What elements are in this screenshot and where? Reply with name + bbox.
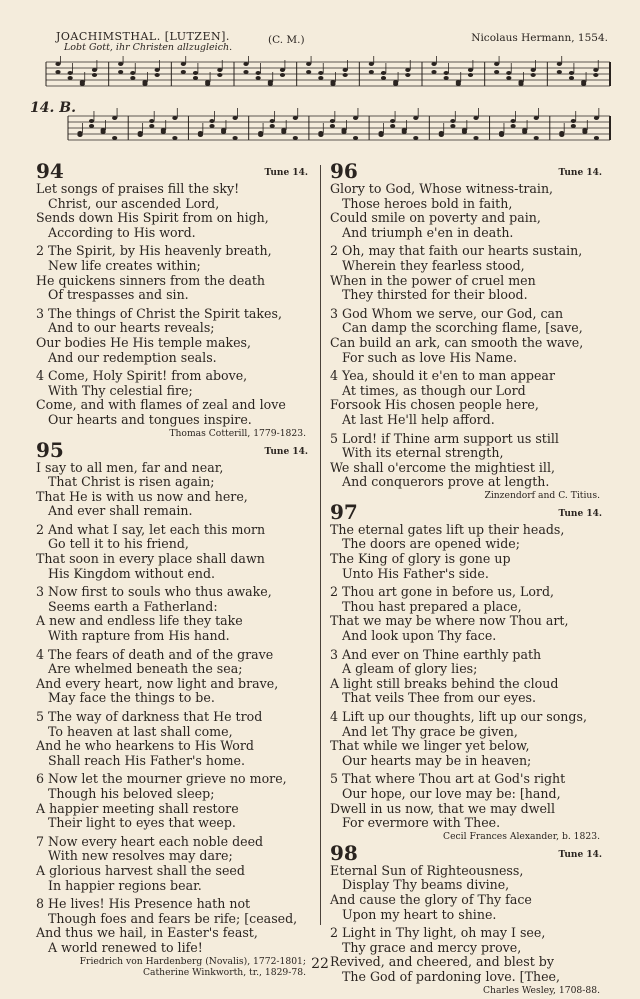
note-head [217, 68, 222, 72]
verse-line: At times, as though our Lord [342, 382, 526, 398]
hymn-98 [330, 842, 606, 996]
hymn-tune-reference: Tune 14. [558, 849, 602, 860]
verse-line: Could smile on poverty and pain, [330, 210, 541, 226]
note-head [280, 73, 285, 77]
stanza [36, 897, 312, 955]
verse-line: That veils Thee from our eyes. [342, 690, 537, 706]
verse-line: That soon in every place shall dawn [36, 551, 265, 567]
verse-line: That He is with us now and here, [36, 488, 248, 504]
author-credit: Cecil Frances Alexander, b. 1823. [443, 830, 600, 842]
verse-line: Go tell it to his friend, [48, 536, 189, 552]
note-head [511, 124, 516, 128]
verse-line: 2 The Spirit, by His heavenly breath, [36, 243, 272, 259]
stanza [36, 307, 312, 365]
note-head [522, 130, 527, 134]
note-head [233, 116, 238, 120]
verse-line: Christ, our ascended Lord, [48, 195, 220, 211]
note-head [181, 70, 186, 74]
author-credit: Thomas Cotterill, 1779-1823. [169, 427, 306, 439]
note-head [506, 76, 511, 80]
verse-line: Eternal Sun of Righteousness, [330, 862, 524, 878]
verse-line: 5 The way of darkness that He trod [36, 709, 263, 724]
verse-line: 3 The things of Christ the Spirit takes, [36, 305, 282, 321]
stanza [330, 523, 606, 581]
note-head [89, 124, 94, 128]
note-head [55, 62, 60, 66]
note-head [506, 71, 511, 75]
verse-line: 4 Come, Holy Spirit! from above, [36, 368, 248, 384]
verse-line: 4 Yea, should it e'en to man appear [330, 368, 555, 384]
verse-line: 5 Lord! if Thine arm support us still [330, 430, 559, 446]
stanza [36, 648, 312, 706]
hymn-94 [36, 160, 312, 439]
note-head [557, 62, 562, 66]
note-head [118, 70, 123, 74]
note-head [205, 82, 210, 86]
note-head [534, 116, 539, 120]
note-head [593, 73, 598, 77]
note-head [142, 82, 147, 86]
note-head [569, 71, 574, 75]
note-head [494, 70, 499, 74]
note-head [293, 116, 298, 120]
note-head [149, 124, 154, 128]
stanza [36, 772, 312, 830]
note-head [217, 73, 222, 77]
note-head [318, 71, 323, 75]
verse-line: 8 He lives! His Presence hath not [36, 896, 251, 912]
verse-line: 6 Now let the mourner grieve no more, [36, 771, 287, 787]
verse-line: A world renewed to life! [48, 939, 203, 955]
note-head [281, 130, 286, 134]
note-head [198, 133, 203, 137]
music-score [28, 56, 612, 162]
note-head [402, 130, 407, 134]
note-head [270, 119, 275, 123]
verse-line: And let Thy grace be given, [342, 723, 518, 739]
verse-line: A light still breaks behind the cloud [330, 675, 559, 691]
hymn-tune-reference: Tune 14. [264, 168, 308, 178]
note-head [353, 116, 358, 120]
note-head [330, 124, 335, 128]
verse-line: And to our hearts reveals; [48, 320, 215, 336]
stanza [330, 648, 606, 706]
verse-line: Thou hast prepared a place, [342, 598, 522, 614]
note-head [431, 62, 436, 66]
hymn-number: 97 [330, 499, 358, 524]
note-head [343, 68, 348, 72]
verse-line: With its eternal strength, [342, 445, 504, 461]
hymn-heading [330, 160, 606, 182]
verse-line: Though foes and fears be rife; [ceased, [48, 910, 298, 926]
note-head [379, 133, 384, 137]
verse-line: Glory to God, Whose witness-train, [330, 181, 554, 196]
verse-line: With new resolves may dare; [48, 848, 233, 864]
verse-line: 7 Now every heart each noble deed [36, 833, 264, 849]
verse-line: Though his beloved sleep; [48, 785, 215, 801]
note-head [68, 76, 73, 80]
note-head [413, 116, 418, 120]
note-head [473, 116, 478, 120]
note-head [80, 82, 85, 86]
verse-line: New life creates within; [48, 257, 201, 273]
verse-line: 2 Thou art gone in before us, Lord, [330, 584, 555, 600]
hymn-number: 95 [36, 437, 64, 462]
verse-line: For evermore with Thee. [342, 815, 501, 831]
system-label: 14. B. [30, 100, 76, 116]
note-head [594, 136, 599, 140]
note-head [68, 71, 73, 75]
stanza [330, 182, 606, 240]
note-head [531, 73, 536, 77]
note-head [534, 136, 539, 140]
note-head [256, 71, 261, 75]
note-head [155, 68, 160, 72]
note-head [494, 62, 499, 66]
verse-line: Can build an ark, can smooth the wave, [330, 334, 584, 350]
note-head [594, 116, 599, 120]
note-head [444, 71, 449, 75]
note-head [468, 68, 473, 72]
verse-line: Wherein they fearless stood, [342, 257, 525, 273]
note-head [439, 133, 444, 137]
verse-line: And cause the glory of Thy face [330, 891, 532, 907]
note-head [531, 68, 536, 72]
note-head [209, 124, 214, 128]
note-head [369, 62, 374, 66]
hymn-number: 94 [36, 159, 64, 183]
note-head [581, 82, 586, 86]
verse-line: That we may be where now Thou art, [330, 613, 569, 629]
verse-line: At last He'll help afford. [342, 411, 495, 427]
note-head [256, 76, 261, 80]
verse-line: And triumph e'en in death. [342, 224, 514, 240]
stanza [330, 369, 606, 427]
hymn-97 [330, 501, 606, 842]
verse-line: Shall reach His Father's home. [48, 752, 245, 768]
composer-credit: Nicolaus Hermann, 1554. [471, 32, 608, 44]
stanza [36, 523, 312, 581]
note-head [571, 119, 576, 123]
verse-line: A gleam of glory lies; [342, 661, 478, 677]
verse-line: 4 Lift up our thoughts, lift up our songs, [330, 709, 587, 724]
note-head [353, 136, 358, 140]
note-head [221, 130, 226, 134]
note-head [511, 119, 516, 123]
note-head [341, 130, 346, 134]
verse-line: The eternal gates lift up their heads, [330, 521, 565, 537]
note-head [130, 71, 135, 75]
verse-line: When in the power of cruel men [330, 272, 536, 288]
verse-line: His Kingdom without end. [48, 565, 216, 581]
note-head [431, 70, 436, 74]
hymn-95 [36, 439, 312, 978]
music-staff-image [28, 56, 612, 162]
note-head [172, 116, 177, 120]
author-credit: Charles Wesley, 1708-88. [483, 984, 600, 996]
note-head [450, 124, 455, 128]
verse-line: 3 And ever on Thine earthly path [330, 646, 542, 662]
hymn-heading [36, 160, 312, 182]
hymn-96 [330, 160, 606, 501]
note-head [161, 130, 166, 134]
verse-line: Those heroes bold in faith, [342, 195, 513, 211]
hymn-number: 96 [330, 159, 358, 183]
note-head [518, 82, 523, 86]
hymn-number: 98 [330, 840, 358, 865]
verse-line: Thy grace and mercy prove, [342, 939, 522, 955]
verse-line: Are whelmed beneath the sea; [48, 661, 243, 677]
verse-line: A glorious harvest shall the seed [36, 862, 245, 878]
hymn-heading [36, 439, 312, 461]
note-head [258, 133, 263, 137]
note-head [92, 73, 97, 77]
verse-line: 3 God Whom we serve, our God, can [330, 305, 564, 321]
verse-line: 3 Now first to souls who thus awake, [36, 584, 272, 600]
note-head [473, 136, 478, 140]
hymn-heading [330, 501, 606, 523]
note-head [462, 130, 467, 134]
note-head [268, 82, 273, 86]
note-head [593, 68, 598, 72]
note-head [318, 76, 323, 80]
verse-line: 5 That where Thou art at God's right [330, 771, 566, 787]
verse-line: Our hope, our love may be: [hand, [342, 785, 561, 801]
note-head [138, 133, 143, 137]
note-head [306, 70, 311, 74]
stanza [36, 369, 312, 427]
note-head [559, 133, 564, 137]
note-head [209, 119, 214, 123]
note-head [390, 124, 395, 128]
stanza [330, 772, 606, 830]
verse-line: Display Thy beams divine, [342, 877, 510, 893]
verse-line: That Christ is risen again; [48, 474, 215, 490]
hymn-tune-reference: Tune 14. [264, 446, 308, 457]
verse-line: 2 Oh, may that faith our hearts sustain, [330, 243, 583, 259]
tune-meter: (C. M.) [268, 34, 305, 46]
verse-line: Our hearts and tongues inspire. [48, 411, 252, 427]
verse-line: And every heart, now light and brave, [36, 675, 279, 691]
note-head [405, 68, 410, 72]
verse-line: And look upon Thy face. [342, 628, 497, 644]
verse-line: The doors are opened wide; [342, 536, 520, 552]
note-head [193, 71, 198, 75]
stanza [330, 307, 606, 365]
note-head [149, 119, 154, 123]
note-head [306, 62, 311, 66]
page-header [28, 30, 608, 52]
note-head [130, 76, 135, 80]
note-head [270, 124, 275, 128]
verse-line: 2 And what I say, let each this morn [36, 521, 266, 537]
note-head [112, 116, 117, 120]
verse-line: Their light to eyes that weep. [48, 815, 236, 831]
stanza [36, 710, 312, 768]
stanza [36, 182, 312, 240]
stanza [36, 461, 312, 519]
verse-line: Revived, and cheered, and blest by [330, 954, 554, 970]
verse-line: I say to all men, far and near, [36, 459, 224, 475]
note-head [172, 136, 177, 140]
note-head [181, 62, 186, 66]
stanza [36, 244, 312, 302]
verse-line: Unto His Father's side. [342, 565, 489, 581]
stanza [36, 835, 312, 893]
verse-line: A happier meeting shall restore [36, 800, 239, 816]
verse-line: Can damp the scorching flame, [save, [342, 320, 583, 336]
tune-subtitle: Lobt Gott, ihr Christen allzugleich. [64, 42, 233, 53]
author-credit: Friedrich von Hardenberg (Novalis), 1772-1801; [79, 955, 306, 967]
page-number: 22 [311, 956, 329, 972]
verse-line: And he who hearkens to His Word [36, 738, 254, 754]
stanza [330, 244, 606, 302]
stanza [330, 710, 606, 768]
note-head [330, 119, 335, 123]
verse-line: For such as love His Name. [342, 349, 517, 365]
note-head [118, 62, 123, 66]
verse-line: Dwell in us now, that we may dwell [330, 800, 555, 816]
note-head [112, 136, 117, 140]
note-head [89, 119, 94, 123]
note-head [413, 136, 418, 140]
note-head [582, 130, 587, 134]
verse-line: With Thy celestial fire; [48, 382, 193, 398]
note-head [557, 70, 562, 74]
author-credit: Catherine Winkworth, tr., 1829-78. [142, 966, 306, 978]
note-head [280, 68, 285, 72]
verse-line: 2 Light in Thy light, oh may I see, [330, 925, 546, 941]
verse-line: And ever shall remain. [48, 503, 193, 519]
note-head [77, 133, 82, 137]
verse-line: The God of pardoning love. [Thee, [342, 968, 560, 984]
note-head [405, 73, 410, 77]
stanza [36, 585, 312, 643]
verse-line: Our hearts may be in heaven; [342, 752, 532, 768]
note-head [393, 82, 398, 86]
note-head [101, 130, 106, 134]
note-head [193, 76, 198, 80]
note-head [499, 133, 504, 137]
verse-line: And our redemption seals. [48, 349, 217, 365]
note-head [569, 76, 574, 80]
verse-line: Forsook His chosen people here, [330, 397, 539, 413]
hymn-tune-reference: Tune 14. [558, 168, 602, 178]
note-head [243, 62, 248, 66]
note-head [343, 73, 348, 77]
verse-line: The King of glory is gone up [330, 551, 511, 567]
note-head [571, 124, 576, 128]
verse-line: 4 The fears of death and of the grave [36, 646, 274, 662]
note-head [381, 76, 386, 80]
note-head [390, 119, 395, 123]
note-head [450, 119, 455, 123]
note-head [444, 76, 449, 80]
note-head [468, 73, 473, 77]
right-column [330, 160, 606, 996]
verse-line: Let songs of praises fill the sky! [36, 181, 240, 196]
note-head [55, 70, 60, 74]
column-divider [320, 165, 321, 925]
stanza [330, 432, 606, 490]
left-column [36, 160, 312, 978]
verse-line: Of trespasses and sin. [48, 287, 189, 303]
verse-line: That while we linger yet below, [330, 738, 530, 754]
note-head [318, 133, 323, 137]
verse-line: Sends down His Spirit from on high, [36, 210, 269, 226]
verse-line: Seems earth a Fatherland: [48, 598, 218, 614]
verse-line: According to His word. [48, 224, 196, 240]
verse-line: May face the things to be. [48, 690, 215, 706]
verse-line: To heaven at last shall come, [48, 723, 233, 739]
author-credit: Zinzendorf and C. Titius. [484, 489, 600, 501]
verse-line: He quickens sinners from the death [36, 272, 266, 288]
stanza [330, 864, 606, 922]
note-head [456, 82, 461, 86]
note-head [330, 82, 335, 86]
note-head [233, 136, 238, 140]
verse-line: We shall o'ercome the mightiest ill, [330, 459, 555, 475]
verse-line: Our bodies He His temple makes, [36, 334, 252, 350]
note-head [369, 70, 374, 74]
stanza [330, 585, 606, 643]
verse-line: Upon my heart to shine. [342, 906, 497, 922]
note-head [293, 136, 298, 140]
verse-line: And conquerors prove at length. [342, 474, 550, 490]
hymn-tune-reference: Tune 14. [558, 508, 602, 519]
verse-line: And thus we hail, in Easter's feast, [36, 925, 258, 941]
hymn-heading [330, 842, 606, 864]
verse-line: In happier regions bear. [48, 877, 202, 893]
verse-line: A new and endless life they take [36, 613, 243, 629]
note-head [155, 73, 160, 77]
tune-title: JOACHIMSTHAL. [LUTZEN]. [56, 30, 230, 43]
note-head [243, 70, 248, 74]
note-head [381, 71, 386, 75]
verse-line: Come, and with flames of zeal and love [36, 397, 286, 413]
note-head [92, 68, 97, 72]
verse-line: They thirsted for their blood. [342, 287, 528, 303]
verse-line: With rapture from His hand. [48, 628, 230, 644]
